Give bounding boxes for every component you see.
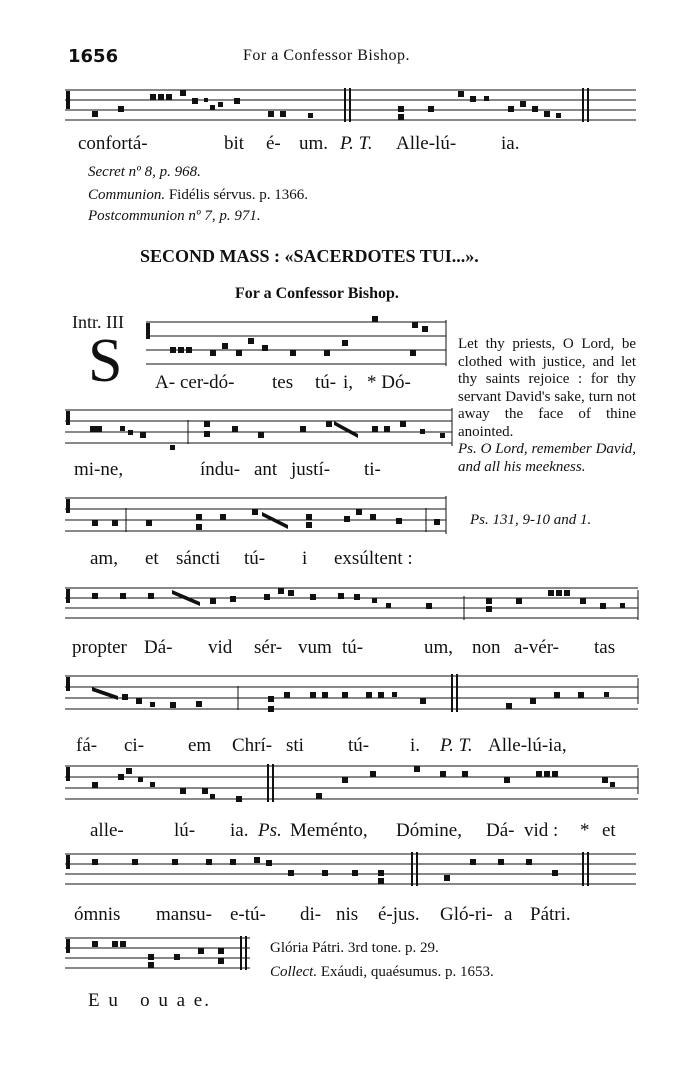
collect-line: Collect. Exáudi, quaésumus. p. 1653. bbox=[270, 964, 494, 980]
staff-5 bbox=[0, 580, 679, 630]
staff-4 bbox=[0, 490, 679, 542]
second-mass-subheading: For a Confessor Bishop. bbox=[235, 285, 399, 302]
gloria-note: Glória Pátri. 3rd tone. p. 29. bbox=[270, 940, 439, 956]
postcommunion-line: Postcommunion nº 7, p. 971. bbox=[88, 208, 261, 224]
secret-line: Secret nº 8, p. 968. bbox=[88, 164, 201, 180]
euouae: E u o u a e. bbox=[88, 990, 211, 1011]
initial-letter: S bbox=[88, 327, 123, 395]
page-number: 1656 bbox=[68, 46, 119, 67]
running-title: For a Confessor Bishop. bbox=[243, 47, 411, 64]
translation: Let thy priests, O Lord, be clothed with justice, and let thy saints rejoice : for thy servant David's sake, turn not away the face of thine anointed. Ps. O Lord, remember David, and all his meekness. bbox=[458, 336, 636, 475]
psalm-reference: Ps. 131, 9-10 and 1. bbox=[470, 512, 592, 528]
intr-label: Intr. III bbox=[72, 312, 124, 332]
communion-line: Communion. Fidélis sérvus. p. 1366. bbox=[88, 187, 309, 203]
second-mass-heading: SECOND MASS : «SACERDOTES TUI...». bbox=[140, 246, 479, 266]
staff-7 bbox=[0, 758, 679, 810]
staff-3 bbox=[0, 402, 679, 454]
staff-1 bbox=[0, 82, 679, 132]
staff-6 bbox=[0, 668, 679, 720]
staff-8 bbox=[0, 846, 679, 896]
